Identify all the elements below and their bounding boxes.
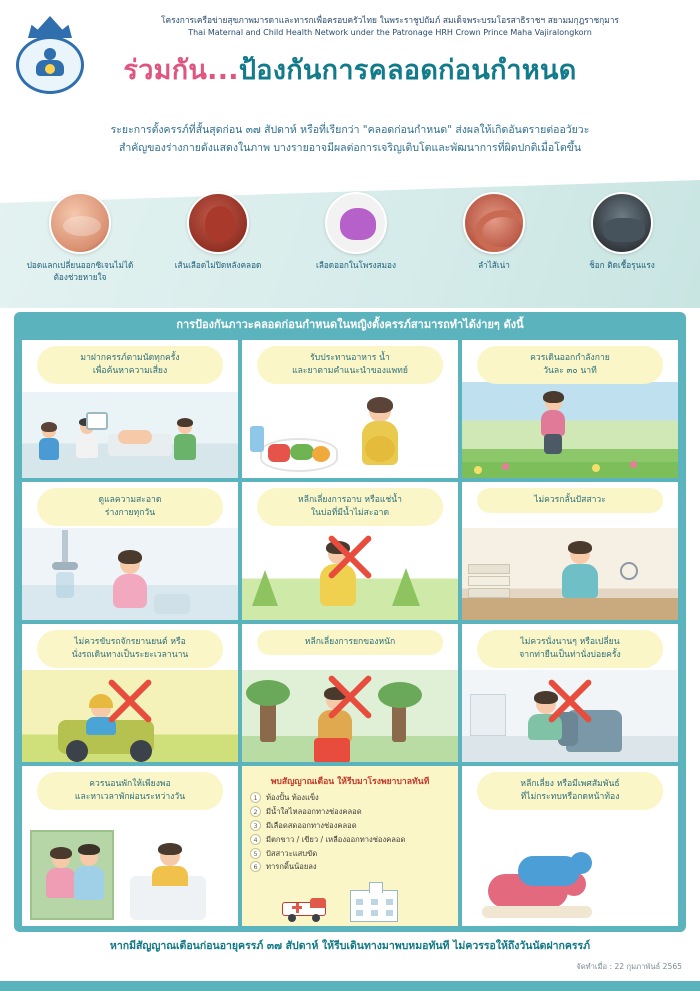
cell-text-7b: นั่งรถเดินทางเป็นระยะเวลานาน — [71, 649, 189, 660]
warning-number: 1 — [250, 792, 261, 803]
cell-text-2b: และยาตามคำแนะนำของแพทย์ — [292, 365, 408, 376]
ambulance-icon — [282, 898, 334, 922]
brain-icon — [325, 192, 387, 254]
organ-item-intestine — [428, 192, 560, 272]
organ-caption-3a: เลือดออกในโพรงสมอง — [316, 260, 396, 270]
cell-text-2a: รับประทานอาหาร น้ำ — [310, 353, 390, 363]
prevention-panel — [14, 312, 686, 932]
prohibition-cross-icon — [101, 672, 159, 730]
list-item — [250, 820, 450, 831]
list-item — [250, 861, 450, 872]
warning-number: 3 — [250, 820, 261, 831]
org-line-english: Thai Maternal and Child Health Network under the Patronage HRH Crown Prince Maha Vajiralongkorn — [188, 27, 592, 37]
cell-text-12b: ที่ไม่กระทบหรือกดหน้าท้อง — [520, 791, 620, 802]
hospital-icon — [350, 890, 398, 922]
bubble-avoid-motorcycle — [37, 630, 223, 668]
header — [0, 0, 700, 108]
lungs-baby-icon — [49, 192, 111, 254]
bubble-avoid-lifting — [257, 630, 443, 655]
cell-nutrition — [242, 340, 458, 478]
cell-text-4b: ร่างกายทุกวัน — [104, 507, 156, 518]
organization-name — [95, 14, 685, 39]
organ-item-lungs — [14, 192, 146, 284]
list-item — [250, 792, 450, 803]
title-prefix: ร่วมกัน... — [123, 55, 239, 86]
warning-text: ท้องปั้น ท้องแข็ง — [266, 793, 319, 802]
prohibition-cross-icon — [321, 668, 379, 726]
nutrition-scene — [242, 392, 458, 478]
bubble-hygiene — [37, 488, 223, 526]
cell-avoid-long-sitting — [462, 624, 678, 762]
cell-text-12a: หลีกเลี่ยง หรือมีเพศสัมพันธ์ — [520, 779, 620, 789]
cell-exercise — [462, 340, 678, 478]
organ-caption-1a: ปอดแลกเปลี่ยนออกซิเจนไม่ได้ — [26, 260, 134, 270]
intro-line-1: ระยะการตั้งครรภ์ที่สั้นสุดก่อน ๓๗ สัปดาห์ หรือที่เรียกว่า "คลอดก่อนกำหนด" ส่งผลให้เกิดอันตรายต่ออวัยวะ — [110, 124, 590, 136]
organ-caption-2a: เส้นเลือดไม่ปิดหลังคลอด — [174, 260, 262, 270]
intercourse-scene — [462, 830, 678, 926]
footer-message: หากมีสัญญาณเตือนก่อนอายุครรภ์ ๓๗ สัปดาห์ ให้รีบเดินทางมาพบหมอทันที ไม่ควรรอให้ถึงวันนัดฝากครรภ์ — [109, 940, 591, 952]
heart-icon — [187, 192, 249, 254]
cell-text-10b: และหาเวลาพักผ่อนระหว่างวัน — [74, 791, 186, 802]
cell-text-1b: เพื่อค้นหาความเสี่ยง — [92, 365, 168, 376]
organ-caption-4a: ลำไส้เน่า — [478, 260, 510, 270]
warning-number: 6 — [250, 861, 261, 872]
warning-number: 2 — [250, 806, 261, 817]
organ-risk-row — [0, 192, 700, 297]
list-item — [250, 806, 450, 817]
warning-text: ทารกดิ้นน้อยลง — [266, 862, 317, 872]
organ-caption-1b: ต้องช่วยหายใจ — [53, 271, 107, 282]
clinic-scene — [22, 392, 238, 478]
prohibition-cross-icon — [541, 672, 599, 730]
warning-number: 4 — [250, 834, 261, 845]
footer-strip — [0, 981, 700, 991]
cell-text-5a: หลีกเลี่ยงการอาบ หรือแช่น้ำ — [298, 495, 402, 505]
sleeping-scene — [22, 816, 238, 926]
cell-text-9b: จากท่ายืนเป็นท่านั่งบ่อยครั้ง — [519, 649, 621, 660]
prohibition-cross-icon — [321, 528, 379, 586]
bubble-safe-intercourse — [477, 772, 663, 810]
prevention-grid — [22, 340, 678, 924]
cell-avoid-lifting — [242, 624, 458, 762]
organ-caption-5a: ช็อก ติดเชื้อรุนแรง — [589, 260, 655, 270]
bubble-nutrition — [257, 346, 443, 384]
cell-hygiene — [22, 482, 238, 620]
cell-text-7a: ไม่ควรขับรถจักรยานยนต์ หรือ — [74, 637, 186, 647]
list-item — [250, 848, 450, 859]
intro-line-2: สำคัญของร่างกายดังแสดงในภาพ บางรายอาจมีผลต่อการเจริญเติบโตและพัฒนาการที่ผิดปกติเมื่อโตขึ้น — [118, 141, 582, 154]
warning-text: มีตกขาว / เขียว / เหลืองออกทางช่องคลอด — [266, 834, 406, 844]
footer — [0, 933, 700, 991]
panel-heading: การป้องกันภาวะคลอดก่อนกำหนดในหญิงตั้งครรภ์สามารถทำได้ง่ายๆ ดังนี้ — [176, 318, 524, 331]
crown-icon — [28, 16, 72, 38]
page-title — [0, 48, 700, 98]
intro-text — [0, 122, 700, 158]
title-main: ป้องกันการคลอดก่อนกำหนด — [238, 55, 577, 86]
footer-date: จัดทำเมื่อ : 22 กุมภาพันธ์ 2565 — [576, 962, 682, 971]
warning-text: ปัสสาวะแสบขัด — [266, 848, 318, 858]
organ-item-sepsis — [556, 192, 688, 272]
cell-text-8a: หลีกเลี่ยงการยกของหนัก — [304, 637, 396, 647]
bubble-avoid-dirty-water — [257, 488, 443, 526]
warning-text: มีน้ำใสไหลออกทางช่องคลอด — [266, 806, 362, 816]
cell-safe-intercourse — [462, 766, 678, 926]
cell-text-5b: ในบ่อที่มีน้ำไม่สะอาด — [310, 507, 390, 518]
cell-text-3a: ควรเดินออกกำลังกาย — [530, 353, 610, 363]
walking-scene — [462, 382, 678, 478]
warning-list — [242, 792, 458, 873]
cell-avoid-motorcycle — [22, 624, 238, 762]
warning-title: พบสัญญาณเตือน ให้รีบมาโรงพยาบาลทันที — [270, 777, 430, 787]
office-toilet-scene — [462, 528, 678, 620]
warning-text: มีเลือดสดออกทางช่องคลอด — [266, 820, 357, 830]
bubble-avoid-long-sitting — [477, 630, 663, 668]
sepsis-icon — [591, 192, 653, 254]
organ-item-heart — [152, 192, 284, 272]
bathing-scene — [22, 528, 238, 620]
cell-no-holding-urine — [462, 482, 678, 620]
cell-text-1a: มาฝากครรภ์ตามนัดทุกครั้ง — [80, 353, 180, 363]
cell-avoid-dirty-water — [242, 482, 458, 620]
organ-item-brain — [290, 192, 422, 272]
bubble-sleep-rest — [37, 772, 223, 810]
list-item — [250, 834, 450, 845]
warning-number: 5 — [250, 848, 261, 859]
bubble-no-holding-urine — [477, 488, 663, 513]
intestine-icon — [463, 192, 525, 254]
cell-warning-signs — [242, 766, 458, 926]
cell-text-6a: ไม่ควรกลั้นปัสสาวะ — [534, 495, 606, 505]
cell-anc-visits — [22, 340, 238, 478]
cell-sleep-rest — [22, 766, 238, 926]
cell-text-3b: วันละ ๓๐ นาที — [543, 365, 597, 376]
cell-text-4a: ดูแลความสะอาด — [98, 495, 162, 505]
warning-box — [242, 766, 458, 926]
bubble-anc-visits — [37, 346, 223, 384]
cell-text-9a: ไม่ควรนั่งนานๆ หรือเปลี่ยน — [520, 637, 620, 647]
cell-text-10a: ควรนอนพักให้เพียงพอ — [89, 779, 171, 789]
org-line-thai: โครงการเครือข่ายสุขภาพมารดาและทารกเพื่อครอบครัวไทย ในพระราชูปถัมภ์ สมเด็จพระบรมโอรสาธิราชฯ สยามมกุฎราชกุมาร — [161, 15, 619, 25]
bubble-exercise — [477, 346, 663, 384]
